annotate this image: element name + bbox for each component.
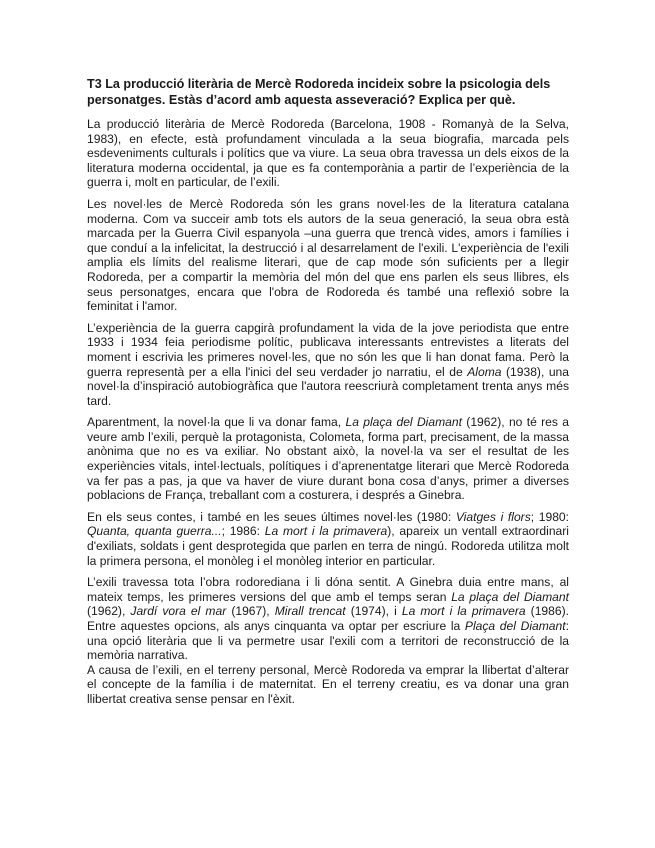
paragraph-6-sep-4: (1986). Entre aquestes opcions, als anys cinquanta va optar per escriure la xyxy=(87,604,569,633)
answer-body xyxy=(87,117,569,714)
paragraph-4-text-end: (1962), no té res a veure amb l’exili, perquè la protagonista, Colometa, forma part, precisament, de la massa anònima que no es va exiliar. No obstant això, la novel·la va ser el resultat de les experiències vitals, intel·lectuals, polítiques i d’aprenentatge literari que Mercè Rodoreda va fer pas a pas, ja que va haver de viure durant bona cosa d’anys, primer a diverses poblacions de França, treballant com a costurera, i després a Ginebra. xyxy=(87,415,569,503)
book-title-placa: La plaça del Diamant xyxy=(345,415,462,430)
book-title-jardi: Jardí vora el mar xyxy=(130,604,227,619)
paragraph-5-sep-2: ; 1986: xyxy=(221,524,265,539)
paragraph-6-text-end: : una opció literària que li va permetre usar l'exili com a territori de reconstrucció de la memòria narrativa. xyxy=(87,619,569,663)
question-title: T3 La producció literària de Mercè Rodoreda incideix sobre la psicologia dels personatges. Estàs d’acord amb aquesta asseveració? Explica per què. xyxy=(87,77,551,107)
paragraph-4 xyxy=(87,415,569,503)
paragraph-4-text: Aparentment, la novel·la que li va donar fama, xyxy=(87,415,346,430)
paragraph-5-text-end: ), apareix un ventall extraordinari d'exiliats, soldats i gent desprotegida que parlen en terra de ningú. Rodoreda utilitza molt la primera persona, el monòleg i el monòleg interior en particular. xyxy=(87,524,569,568)
paragraph-3 xyxy=(87,321,569,409)
paragraph-6-sep-1: (1962), xyxy=(87,604,131,619)
paragraph-5-sep-1: ; 1980: xyxy=(530,509,570,524)
paragraph-6-sep-3: (1974), i xyxy=(345,604,402,619)
book-title-placa-3: Plaça del Diamant xyxy=(464,619,566,633)
paragraph-6 xyxy=(87,575,569,663)
paragraph-5 xyxy=(87,510,569,568)
book-title-mort-2: La mort i la primavera xyxy=(401,604,526,619)
paragraph-7: A causa de l’exili, en el terreny personal, Mercè Rodoreda va emprar la llibertat d’alterar el concepte de la família i de maternitat. En el terreny creatiu, es va donar una gran llibertat creativa sense pensar en l'èxit. xyxy=(87,662,569,706)
paragraph-6-text: L’exili travessa tota l’obra rodorediana i li dóna sentit. A Ginebra duia entre mans, al mateix temps, les primeres versions del que amb el temps seran xyxy=(87,575,569,604)
paragraph-5-text: En els seus contes, i també en les seues últimes novel·les (1980: xyxy=(87,509,456,524)
paragraph-2: Les novel·les de Mercè Rodoreda són les grans novel·les de la literatura catalana moderna. Com va succeir amb tots els autors de la seua generació, la seua obra està marcada per la Guerra Civil espanyola –una guerra que trencà vides, amors i famílies i que conduí a la infelicitat, la destrucció i al desarrelament de l'exili. L'experiència de l'exili amplia els límits del realisme literari, que de cap mode són suficients per a llegir Rodoreda, per a compartir la memòria del món del que ens parlen els seus llibres, els seus personatges, encara que l'obra de Rodoreda és també una reflexió sobre la feminitat i l'amor. xyxy=(87,196,569,314)
book-title-placa-2: La plaça del Diamant xyxy=(451,589,569,604)
paragraph-3-text: L’experiència de la guerra capgirà profundament la vida de la jove periodista que entre 1933 i 1934 feia periodisme polític, publicava interessants entrevistes a literats del moment i escrivia les primeres novel·les, que no són les que li han donat fama. Però la guerra representà per a ella l'inici del seu verdader jo narratiu, el de xyxy=(87,320,569,379)
book-title-aloma: Aloma xyxy=(467,364,502,379)
book-title-quanta: Quanta, quanta guerra... xyxy=(87,524,222,539)
paragraph-3-text-end: (1938), una novel·la d’inspiració autobiogràfica que l'autora reescriurà completament trenta anys més tard. xyxy=(87,364,570,408)
book-title-viatges: Viatges i flors xyxy=(455,509,531,524)
book-title-mort: La mort i la primavera xyxy=(264,524,388,539)
book-title-mirall: Mirall trencat xyxy=(274,604,346,619)
paragraph-1: La producció literària de Mercè Rodoreda (Barcelona, 1908 - Romanyà de la Selva, 1983), en efecte, està profundament vinculada a la seua biografia, marcada pels esdeveniments culturals i polítics que va viure. La seua obra travessa un dels eixos de la literatura moderna occidental, ja que es fa contemporània a partir de l’experiència de la guerra i, molt en particular, de l’exili. xyxy=(87,117,569,190)
paragraph-6-sep-2: (1967), xyxy=(226,604,275,619)
